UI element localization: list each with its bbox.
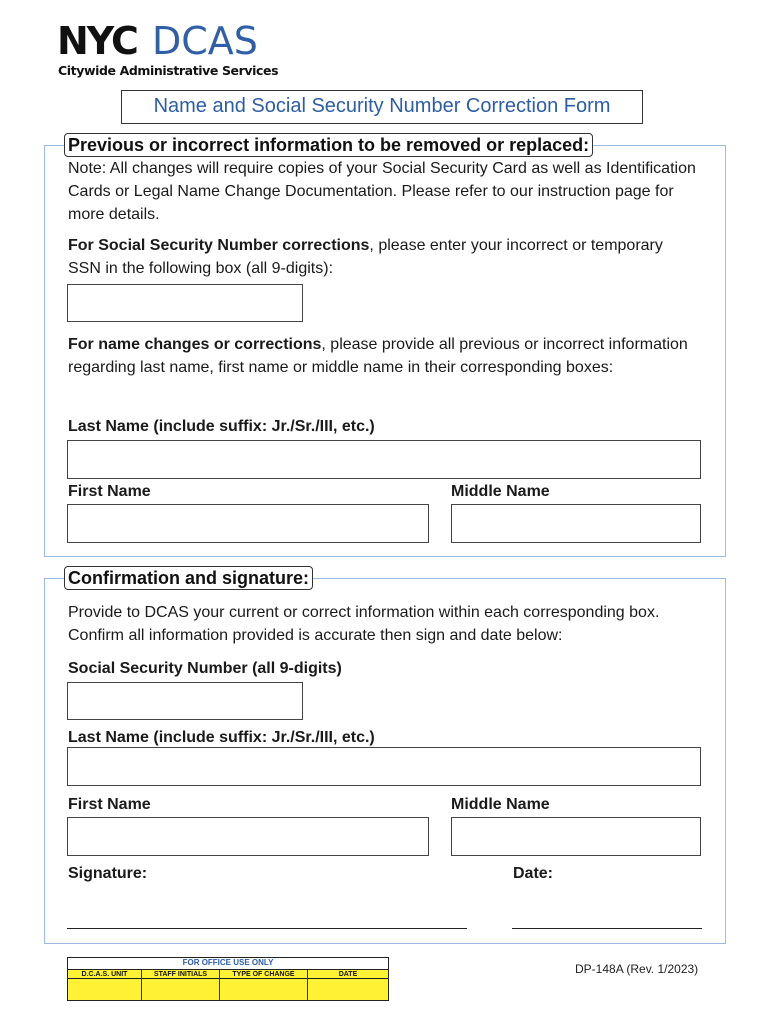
current-ssn-input[interactable] xyxy=(67,682,303,720)
office-col-staff: STAFF INITIALS xyxy=(142,969,220,979)
confirmation-intro: Provide to DCAS your current or correct information within each corresponding box. Confirm all information provided is accurate then sign and date below: xyxy=(68,604,660,644)
current-ssn-label: Social Security Number (all 9-digits) xyxy=(68,660,342,677)
previous-last-name-input[interactable] xyxy=(67,440,701,479)
office-use-header-row xyxy=(68,969,388,979)
ssn-correction-rest: , please enter your incorrect or temporary SSN in the following box (all 9-digits): xyxy=(68,237,663,277)
office-cell-staff xyxy=(142,979,220,1000)
office-use-data-row xyxy=(68,979,388,1000)
previous-middle-name-input[interactable] xyxy=(451,504,701,543)
ssn-correction-instructions xyxy=(68,234,688,280)
logo-nyc: NYC xyxy=(57,19,137,63)
name-correction-instructions xyxy=(68,333,688,379)
current-first-name-input[interactable] xyxy=(67,817,429,856)
office-col-unit: D.C.A.S. UNIT xyxy=(68,969,142,979)
ssn-correction-bold: For Social Security Number corrections xyxy=(68,237,370,254)
logo-subtitle: Citywide Administrative Services xyxy=(58,63,279,78)
office-cell-date xyxy=(308,979,388,1000)
logo-dcas: DCAS xyxy=(152,19,258,63)
office-cell-unit xyxy=(68,979,142,1000)
previous-first-name-input[interactable] xyxy=(67,504,429,543)
previous-first-name-label: First Name xyxy=(68,483,151,500)
date-label: Date: xyxy=(513,865,554,882)
office-cell-type xyxy=(220,979,308,1000)
section-previous-info-legend: Previous or incorrect information to be removed or replaced: xyxy=(64,133,593,157)
signature-line[interactable] xyxy=(67,928,467,929)
note-text: Note: All changes will require copies of your Social Security Card as well as Identification Cards or Legal Name Change Documentation. Please refer to our instruction page for more details. xyxy=(68,160,696,223)
name-correction-rest: , please provide all previous or incorrect information regarding last name, first name or middle name in their corresponding boxes: xyxy=(68,336,688,376)
form-title: Name and Social Security Number Correction Form xyxy=(153,95,611,117)
previous-ssn-input[interactable] xyxy=(67,284,303,322)
office-col-type: TYPE OF CHANGE xyxy=(220,969,308,979)
current-middle-name-label: Middle Name xyxy=(451,796,550,813)
form-revision: DP-148A (Rev. 1/2023) xyxy=(575,962,699,976)
section-confirmation-legend: Confirmation and signature: xyxy=(64,566,313,590)
previous-last-name-label: Last Name (include suffix: Jr./Sr./III, etc.) xyxy=(68,418,375,435)
date-line[interactable] xyxy=(512,928,702,929)
office-col-date: DATE xyxy=(308,969,388,979)
signature-label: Signature: xyxy=(68,865,148,882)
current-last-name-label: Last Name (include suffix: Jr./Sr./III, etc.) xyxy=(68,729,375,746)
office-use-heading: FOR OFFICE USE ONLY xyxy=(182,958,274,967)
current-first-name-label: First Name xyxy=(68,796,151,813)
current-middle-name-input[interactable] xyxy=(451,817,701,856)
name-correction-bold: For name changes or corrections xyxy=(68,336,322,353)
current-last-name-input[interactable] xyxy=(67,747,701,786)
previous-middle-name-label: Middle Name xyxy=(451,483,550,500)
